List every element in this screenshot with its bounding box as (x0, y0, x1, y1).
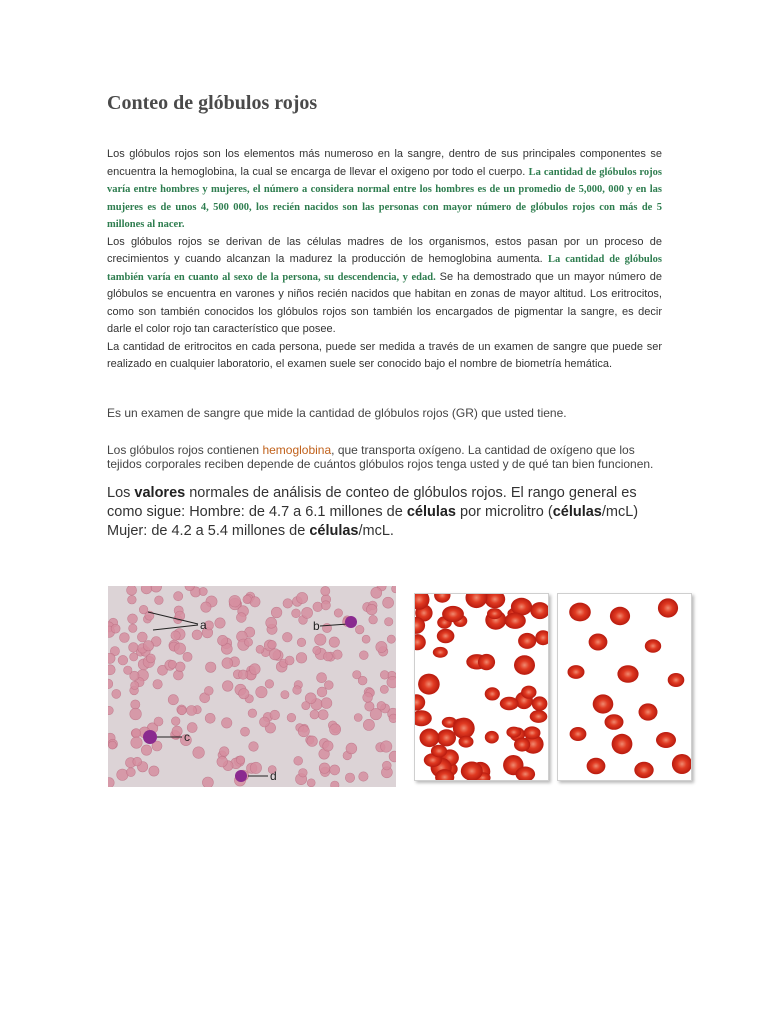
smear-red-cell (127, 586, 137, 595)
red-blood-cell (530, 602, 548, 619)
smear-red-cell (178, 706, 187, 715)
red-blood-cell (521, 686, 536, 699)
red-blood-cell (568, 665, 585, 679)
smear-red-cell (222, 718, 232, 728)
smear-red-cell (269, 649, 280, 660)
smear-red-cell (307, 779, 315, 787)
red-cells-dense-image (414, 593, 549, 781)
smear-red-cell (330, 724, 341, 735)
paragraph-2-text: Los glóbulos rojos se derivan de las células madres de los organismos, estos pasan por un proceso de crecimientos y cuando alcanzan la madurez la producción de hemoglobina aumenta. (107, 235, 662, 265)
smear-red-cell (201, 602, 211, 612)
smear-red-cell (385, 618, 393, 626)
smear-red-cell (118, 655, 128, 665)
red-blood-cell (672, 754, 691, 774)
smear-red-cell (371, 587, 382, 598)
smear-red-cell (256, 645, 264, 653)
smear-red-cell (153, 680, 162, 689)
intro-paragraphs (107, 146, 662, 374)
smear-red-cell (345, 773, 354, 782)
red-blood-cell (532, 696, 548, 711)
smear-red-cell (265, 680, 274, 689)
smear-red-cell (175, 662, 185, 672)
smear-red-cell (313, 646, 321, 654)
red-blood-cell (612, 734, 633, 754)
paragraph-1 (107, 146, 662, 234)
smear-red-cell (346, 743, 357, 754)
p6-bold-valores: valores (134, 485, 186, 501)
label-c: c (184, 730, 190, 744)
smear-red-cell (329, 637, 339, 647)
red-blood-cell (518, 633, 536, 649)
smear-red-cell (302, 702, 310, 710)
smear-red-cell (219, 747, 229, 757)
smear-red-cell (171, 631, 180, 640)
smear-red-cell (380, 671, 389, 680)
paragraph-5-text-cont: , que transporta oxígeno. La cantidad de oxígeno que los tejidos corporales reciben depende de cuántos glóbulos rojos tenga usted y de qué tan bien funcionen. (107, 443, 654, 471)
red-blood-cell (418, 674, 440, 695)
smear-red-cell (171, 717, 180, 726)
smear-red-cell (381, 741, 392, 752)
red-blood-cell (605, 714, 624, 730)
smear-red-cell (294, 756, 303, 765)
smear-red-cell (369, 615, 378, 624)
smear-red-cell (268, 640, 277, 649)
paragraph-3: La cantidad de eritrocitos en cada persona, puede ser medida a través de un examen de sangre que puede ser realizado en cualquier laboratorio, el examen suele ser conocido bajo el nombre de biometría hemática. (107, 340, 662, 370)
smear-red-cell (128, 595, 137, 604)
smear-red-cell (296, 653, 307, 664)
smear-red-cell (370, 708, 381, 719)
smear-red-cell (238, 670, 247, 679)
smear-red-cell (363, 693, 373, 703)
smear-red-cell (359, 651, 368, 660)
p6-bold-celulas-1: células (406, 504, 456, 520)
smear-red-cell (141, 745, 151, 755)
label-d: d (270, 769, 277, 783)
paragraph-6 (107, 484, 667, 541)
smear-red-cell (315, 634, 326, 645)
blood-smear-image (108, 586, 396, 787)
smear-red-cell (313, 602, 323, 612)
red-blood-cell (461, 762, 483, 781)
smear-red-cell (307, 736, 318, 747)
paragraph-2-highlight: La cantidad de glóbulos también varía en cuanto al sexo de la persona, su descendencia, y edad. (107, 254, 662, 283)
red-blood-cell (524, 726, 541, 739)
red-blood-cell (442, 606, 464, 622)
smear-red-cell (266, 617, 277, 628)
p6-text-a: Los (107, 485, 135, 501)
smear-red-cell (353, 671, 361, 679)
red-blood-cell (639, 703, 658, 720)
red-blood-cell (617, 665, 638, 683)
smear-red-cell (236, 613, 246, 623)
smear-red-cell (129, 624, 137, 632)
smear-red-cell (299, 769, 308, 778)
smear-red-cell (256, 686, 267, 697)
smear-red-cell (128, 614, 138, 624)
red-blood-cell (514, 738, 530, 752)
red-blood-cell (634, 762, 653, 778)
smear-red-cell (297, 638, 306, 647)
smear-red-cell (334, 609, 342, 617)
smear-red-cell (222, 658, 233, 669)
smear-red-cell (317, 673, 327, 683)
paragraph-1-highlight: La cantidad de glóbulos rojos varía entre hombres y mujeres, el número a considera normal entre los hombres es de un promedio de 5,000, 000 y en las mujeres es de unos 4, 500 000, los recién nacidos son las personas con mayor número de glóbulos rojos con más de 5 millones al nacer. (107, 166, 662, 230)
smear-red-cell (310, 710, 319, 719)
smear-red-cell (168, 660, 176, 668)
red-blood-cell (478, 654, 495, 670)
smear-red-cell (321, 698, 332, 709)
smear-red-cell (362, 635, 370, 643)
smear-red-cell (204, 686, 213, 695)
red-blood-cell (437, 729, 456, 746)
smear-red-cell (117, 769, 128, 780)
red-blood-cell (485, 687, 500, 700)
smear-red-cell (206, 662, 216, 672)
smear-red-cell (287, 713, 296, 722)
red-blood-cell (530, 710, 548, 723)
label-a: a (200, 618, 207, 632)
p6-text-f: /mcL. (358, 523, 394, 539)
smear-red-cell (174, 592, 183, 601)
smear-red-cell (183, 652, 192, 661)
white-cell-b (345, 616, 357, 628)
smear-red-cell (317, 687, 327, 697)
smear-red-cell (324, 681, 333, 690)
red-blood-cell (466, 594, 488, 608)
p6-text-c: normales de análisis de conteo de glóbulos rojos. El rango general es como sigue: Hombre: de 4.7 a 6.1 millones de (107, 485, 637, 520)
smear-red-cell (236, 756, 244, 764)
smear-red-cell (330, 765, 340, 775)
p6-text-d: por microlitro ( (456, 504, 553, 520)
smear-red-cell (133, 757, 142, 766)
smear-red-cell (281, 691, 289, 699)
red-blood-cell (610, 607, 630, 625)
smear-red-cell (218, 635, 228, 645)
red-blood-cell (505, 613, 526, 629)
red-cells-dense-svg (415, 594, 548, 780)
red-blood-cell (485, 731, 499, 744)
red-blood-cell (415, 694, 425, 710)
red-blood-cell (658, 598, 678, 617)
smear-red-cell (285, 656, 294, 665)
smear-red-cell (155, 596, 164, 605)
smear-red-cell (130, 708, 142, 720)
smear-red-cell (283, 599, 292, 608)
smear-red-cell (293, 686, 302, 695)
smear-red-cell (174, 643, 185, 654)
smear-red-cell (333, 650, 342, 659)
smear-red-cell (112, 689, 121, 698)
smear-red-cell (132, 729, 141, 738)
smear-red-cell (323, 741, 333, 751)
smear-red-cell (172, 726, 182, 736)
red-blood-cell (506, 727, 521, 738)
smear-red-cell (229, 595, 241, 607)
smear-red-cell (168, 695, 178, 705)
smear-red-cell (215, 618, 225, 628)
smear-red-cell (193, 747, 205, 759)
red-blood-cell (645, 639, 661, 653)
smear-red-cell (292, 609, 301, 618)
red-blood-cell (487, 608, 502, 619)
smear-red-cell (108, 741, 116, 749)
smear-red-cell (131, 700, 140, 709)
smear-red-cell (243, 595, 251, 603)
red-cells-sparse-image (557, 593, 692, 781)
smear-red-cell (321, 601, 330, 610)
smear-red-cell (359, 772, 368, 781)
red-blood-cell (500, 697, 519, 711)
smear-red-cell (331, 781, 339, 787)
red-blood-cell (569, 603, 591, 622)
document-title: Conteo de glóbulos rojos (107, 92, 318, 114)
smear-red-cell (111, 624, 120, 633)
smear-red-cell (137, 632, 147, 642)
red-blood-cell (485, 594, 506, 608)
smear-red-cell (187, 706, 197, 716)
red-blood-cell (593, 694, 614, 713)
smear-red-cell (124, 666, 132, 674)
smear-red-cell (321, 586, 330, 595)
red-blood-cell (433, 647, 448, 658)
smear-red-cell (146, 654, 155, 663)
smear-red-cell (139, 605, 148, 614)
smear-red-cell (260, 717, 270, 727)
smear-red-cell (127, 768, 136, 777)
smear-red-cell (271, 607, 282, 618)
red-blood-cell (570, 727, 587, 741)
red-blood-cell (415, 710, 432, 726)
red-blood-cell (437, 629, 455, 644)
red-blood-cell (535, 630, 548, 645)
smear-red-cell (380, 685, 388, 693)
smear-red-cell (319, 763, 330, 774)
smear-red-cell (302, 607, 313, 618)
smear-red-cell (217, 756, 228, 767)
red-blood-cell (589, 634, 608, 651)
p6-bold-celulas-3: células (309, 523, 359, 539)
smear-red-cell (376, 641, 387, 652)
smear-red-cell (141, 586, 152, 594)
red-blood-cell (420, 729, 440, 748)
smear-red-cell (131, 737, 142, 748)
red-blood-cell (453, 718, 475, 739)
smear-red-cell (249, 742, 259, 752)
smear-red-cell (387, 676, 396, 688)
smear-red-cell (120, 633, 130, 643)
smear-red-cell (108, 653, 115, 663)
smear-red-cell (149, 766, 159, 776)
smear-red-cell (363, 719, 374, 730)
smear-red-cell (222, 681, 233, 692)
smear-red-cell (383, 597, 394, 608)
p6-bold-celulas-2: células (552, 504, 602, 520)
red-blood-cell (434, 594, 450, 603)
smear-red-cell (298, 726, 309, 737)
smear-red-cell (387, 635, 395, 643)
red-blood-cell (587, 758, 606, 774)
red-blood-cell (459, 736, 474, 748)
paragraph-5-text: Los glóbulos rojos contienen (107, 443, 263, 457)
smear-red-cell (270, 710, 280, 720)
blood-smear-svg (108, 586, 396, 787)
smear-red-cell (241, 727, 250, 736)
red-blood-cell (514, 655, 535, 675)
paragraph-2-text-cont: Se ha demostrado que un mayor número de glóbulos se encuentra en varones y niños recién nacidos que habitan en zonas de mayor altitud. Los eritrocitos, como son también conocidos los glóbulos rojos son también los encargados de pigmentar la sangre, es decir darle el color rojo tan característico que posee. (107, 270, 662, 335)
smear-red-cell (239, 689, 249, 699)
smear-red-cell (154, 717, 163, 726)
smear-red-cell (108, 665, 115, 675)
smear-red-cell (389, 714, 396, 723)
smear-red-cell (250, 762, 261, 773)
red-cells-sparse-svg (558, 594, 691, 780)
red-blood-cell (656, 732, 676, 748)
smear-red-cell (323, 652, 332, 661)
smear-red-cell (283, 632, 293, 642)
smear-red-cell (248, 709, 257, 718)
smear-red-cell (297, 592, 308, 603)
smear-red-cell (108, 706, 113, 714)
smear-red-cell (249, 664, 260, 675)
red-blood-cell (431, 745, 447, 758)
red-blood-cell (668, 673, 685, 687)
paragraph-5 (107, 443, 667, 471)
smear-red-cell (131, 681, 139, 689)
smear-red-cell (143, 641, 153, 651)
smear-red-cell (354, 714, 362, 722)
smear-red-cell (202, 777, 213, 787)
smear-red-cell (244, 638, 252, 646)
paragraph-2 (107, 234, 662, 339)
hemoglobina-link[interactable]: hemoglobina (262, 443, 332, 457)
paragraph-1-text: Los glóbulos rojos son los elementos más numeroso en la sangre, dentro de sus principales componentes se encuentra la hemoglobina, la cual se encarga de llevar el oxigeno por todo el cuerpo. (107, 148, 662, 178)
label-b: b (313, 619, 320, 633)
smear-red-cell (366, 604, 377, 615)
white-cell-c (143, 730, 157, 744)
white-cell-d (235, 770, 247, 782)
smear-red-cell (199, 587, 207, 595)
smear-red-cell (205, 713, 215, 723)
smear-red-cell (318, 710, 328, 720)
red-blood-cell (415, 634, 426, 650)
smear-red-cell (355, 625, 364, 634)
paragraph-4: Es un examen de sangre que mide la cantidad de glóbulos rojos (GR) que usted tiene. (107, 406, 567, 420)
p6-text-e: /mcL) Mujer: de 4.2 a 5.4 millones de (107, 504, 639, 539)
smear-red-cell (382, 761, 391, 770)
